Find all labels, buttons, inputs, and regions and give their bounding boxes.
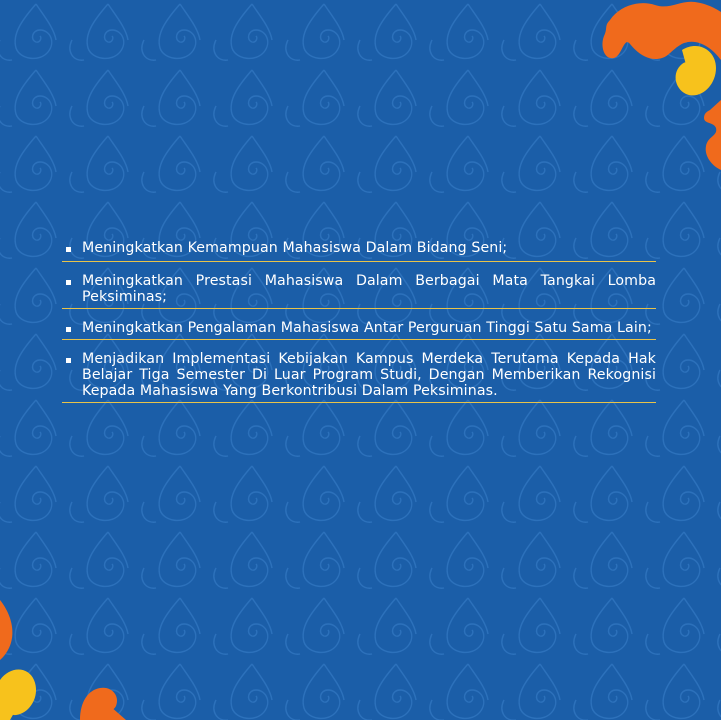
list-item [62, 320, 656, 340]
objective-text: Meningkatkan Prestasi Mahasiswa Dalam Berbagai Mata Tangkai Lomba Peksiminas; [82, 273, 656, 305]
list-item [62, 240, 656, 262]
objective-text: Menjadikan Implementasi Kebijakan Kampus Merdeka Terutama Kepada Hak Belajar Tiga Semester Di Luar Program Studi, Dengan Memberikan Rekognisi Kepada Mahasiswa Yang Berkontribusi Dalam Peksiminas. [82, 351, 656, 399]
bullet-square-icon [66, 247, 71, 252]
list-item [62, 273, 656, 309]
bottom-left-ornament [0, 600, 130, 720]
bullet-square-icon [66, 358, 71, 363]
objective-text: Meningkatkan Kemampuan Mahasiswa Dalam Bidang Seni; [82, 240, 508, 256]
bullet-square-icon [66, 280, 71, 285]
list-item [62, 351, 656, 403]
top-right-ornament [600, 0, 721, 200]
objective-text: Meningkatkan Pengalaman Mahasiswa Antar Perguruan Tinggi Satu Sama Lain; [82, 320, 652, 336]
objectives-list [62, 240, 656, 414]
bullet-square-icon [66, 327, 71, 332]
